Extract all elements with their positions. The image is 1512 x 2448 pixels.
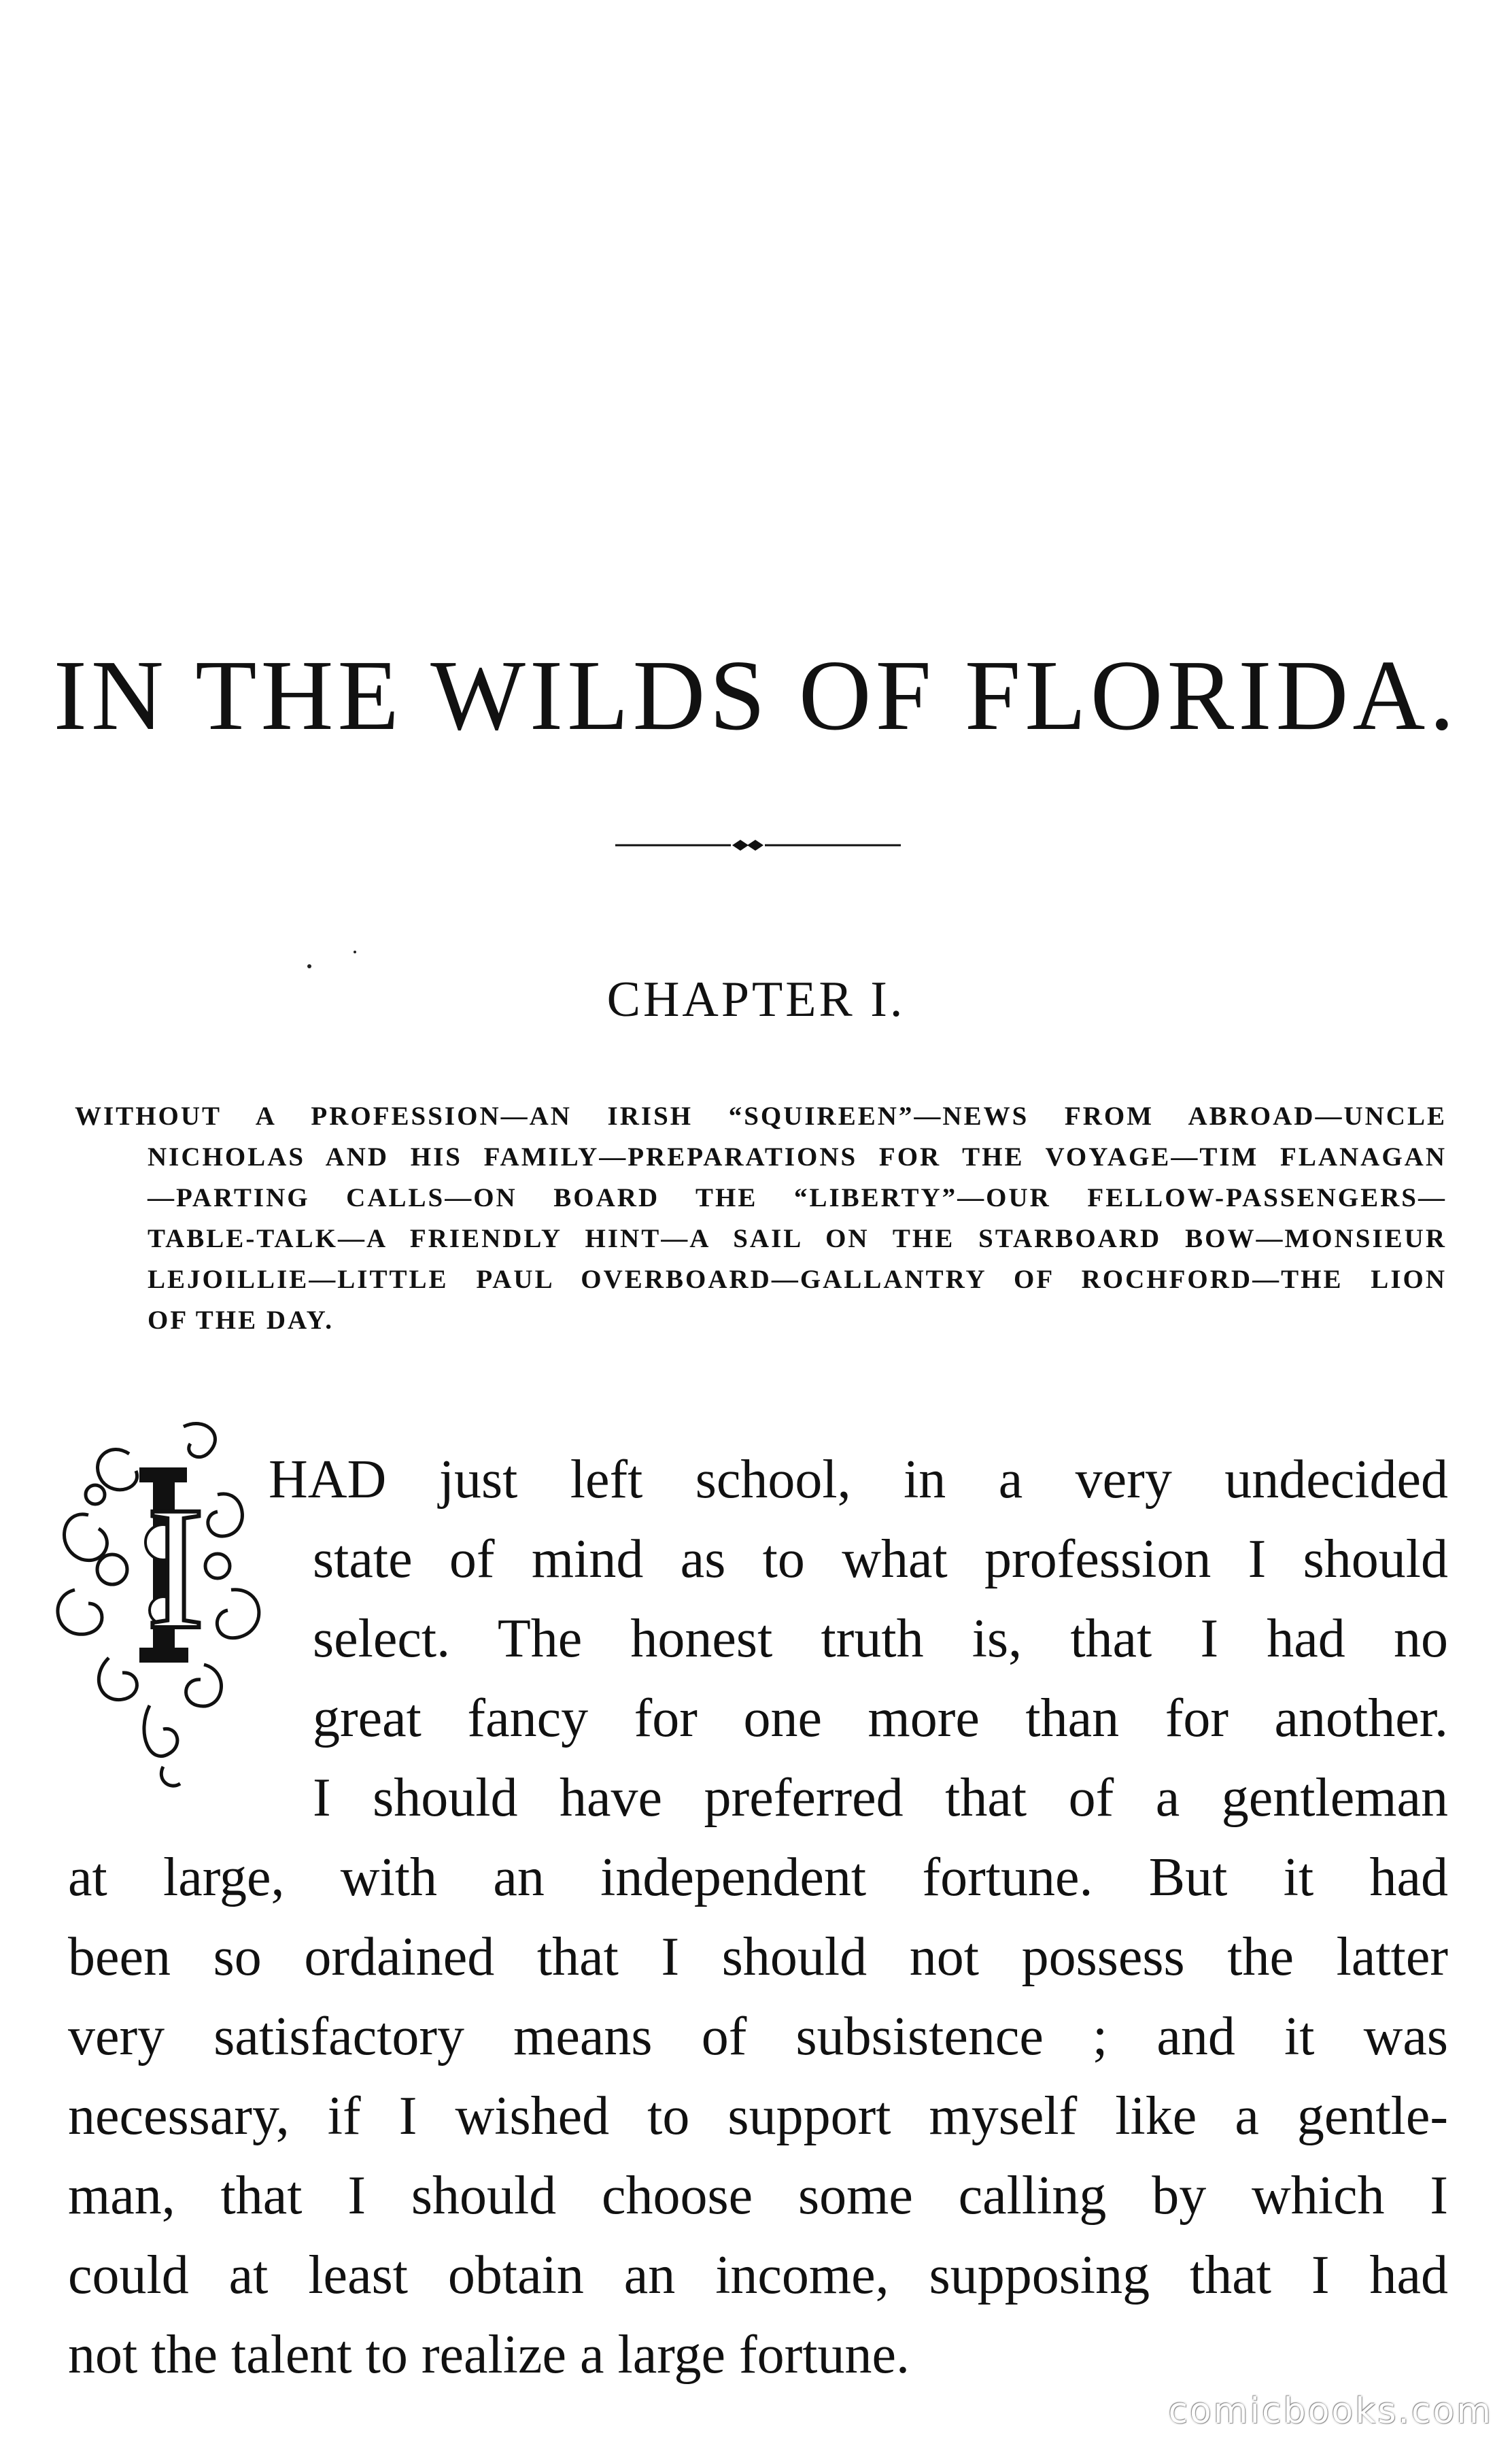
chapter-heading: CHAPTER I. bbox=[606, 972, 906, 1027]
summary-line: LEJOILLIE—LITTLE PAUL OVERBOARD—GALLANTRY OF ROCHFORD—THE LION bbox=[148, 1265, 1447, 1294]
body-line: been so ordained that I should not possess the latter bbox=[68, 1927, 1448, 1987]
body-line: necessary, if I wished to support myself like a gentle- bbox=[68, 2086, 1448, 2146]
drop-cap-illustration bbox=[48, 1413, 279, 1794]
ink-speck bbox=[354, 951, 356, 953]
watermark: comicbooks.com bbox=[1168, 2391, 1493, 2432]
divider-ornament bbox=[615, 835, 901, 855]
body-line: could at least obtain an income, supposing that I had bbox=[68, 2245, 1448, 2305]
summary-line: OF THE DAY. bbox=[148, 1306, 334, 1335]
body-paragraph-full bbox=[68, 1838, 1448, 2395]
book-title: IN THE WILDS OF FLORIDA. bbox=[53, 640, 1459, 751]
summary-line: TABLE-TALK—A FRIENDLY HINT—A SAIL ON THE STARBOARD BOW—MONSIEUR bbox=[148, 1224, 1447, 1253]
summary-line: —PARTING CALLS—ON BOARD THE “LIBERTY”—OUR FELLOW-PASSENGERS— bbox=[148, 1183, 1447, 1212]
body-line-last: not the talent to realize a large fortune. bbox=[68, 2325, 910, 2385]
ink-speck bbox=[307, 964, 311, 968]
drop-cap-letter: I bbox=[146, 1470, 205, 1666]
body-paragraph-indented bbox=[313, 1520, 1448, 1838]
body-line: I should have preferred that of a gentleman bbox=[313, 1768, 1448, 1828]
body-line: at large, with an independent fortune. But it had bbox=[68, 1848, 1448, 1907]
body-line: great fancy for one more than for another. bbox=[313, 1688, 1448, 1748]
summary-line: NICHOLAS AND HIS FAMILY—PREPARATIONS FOR THE VOYAGE—TIM FLANAGAN bbox=[148, 1142, 1447, 1172]
body-line: HAD just left school, in a very undecided bbox=[269, 1450, 1448, 1510]
summary-line: WITHOUT A PROFESSION—AN IRISH “SQUIREEN”—NEWS FROM ABROAD—UNCLE bbox=[75, 1102, 1447, 1131]
body-line: man, that I should choose some calling by which I bbox=[68, 2166, 1448, 2226]
body-paragraph-indented bbox=[269, 1440, 1448, 1520]
body-line: select. The honest truth is, that I had no bbox=[313, 1609, 1448, 1669]
chapter-summary bbox=[75, 1096, 1447, 1341]
body-line: state of mind as to what profession I should bbox=[313, 1529, 1448, 1589]
body-line: very satisfactory means of subsistence ; and it was bbox=[68, 2007, 1448, 2067]
